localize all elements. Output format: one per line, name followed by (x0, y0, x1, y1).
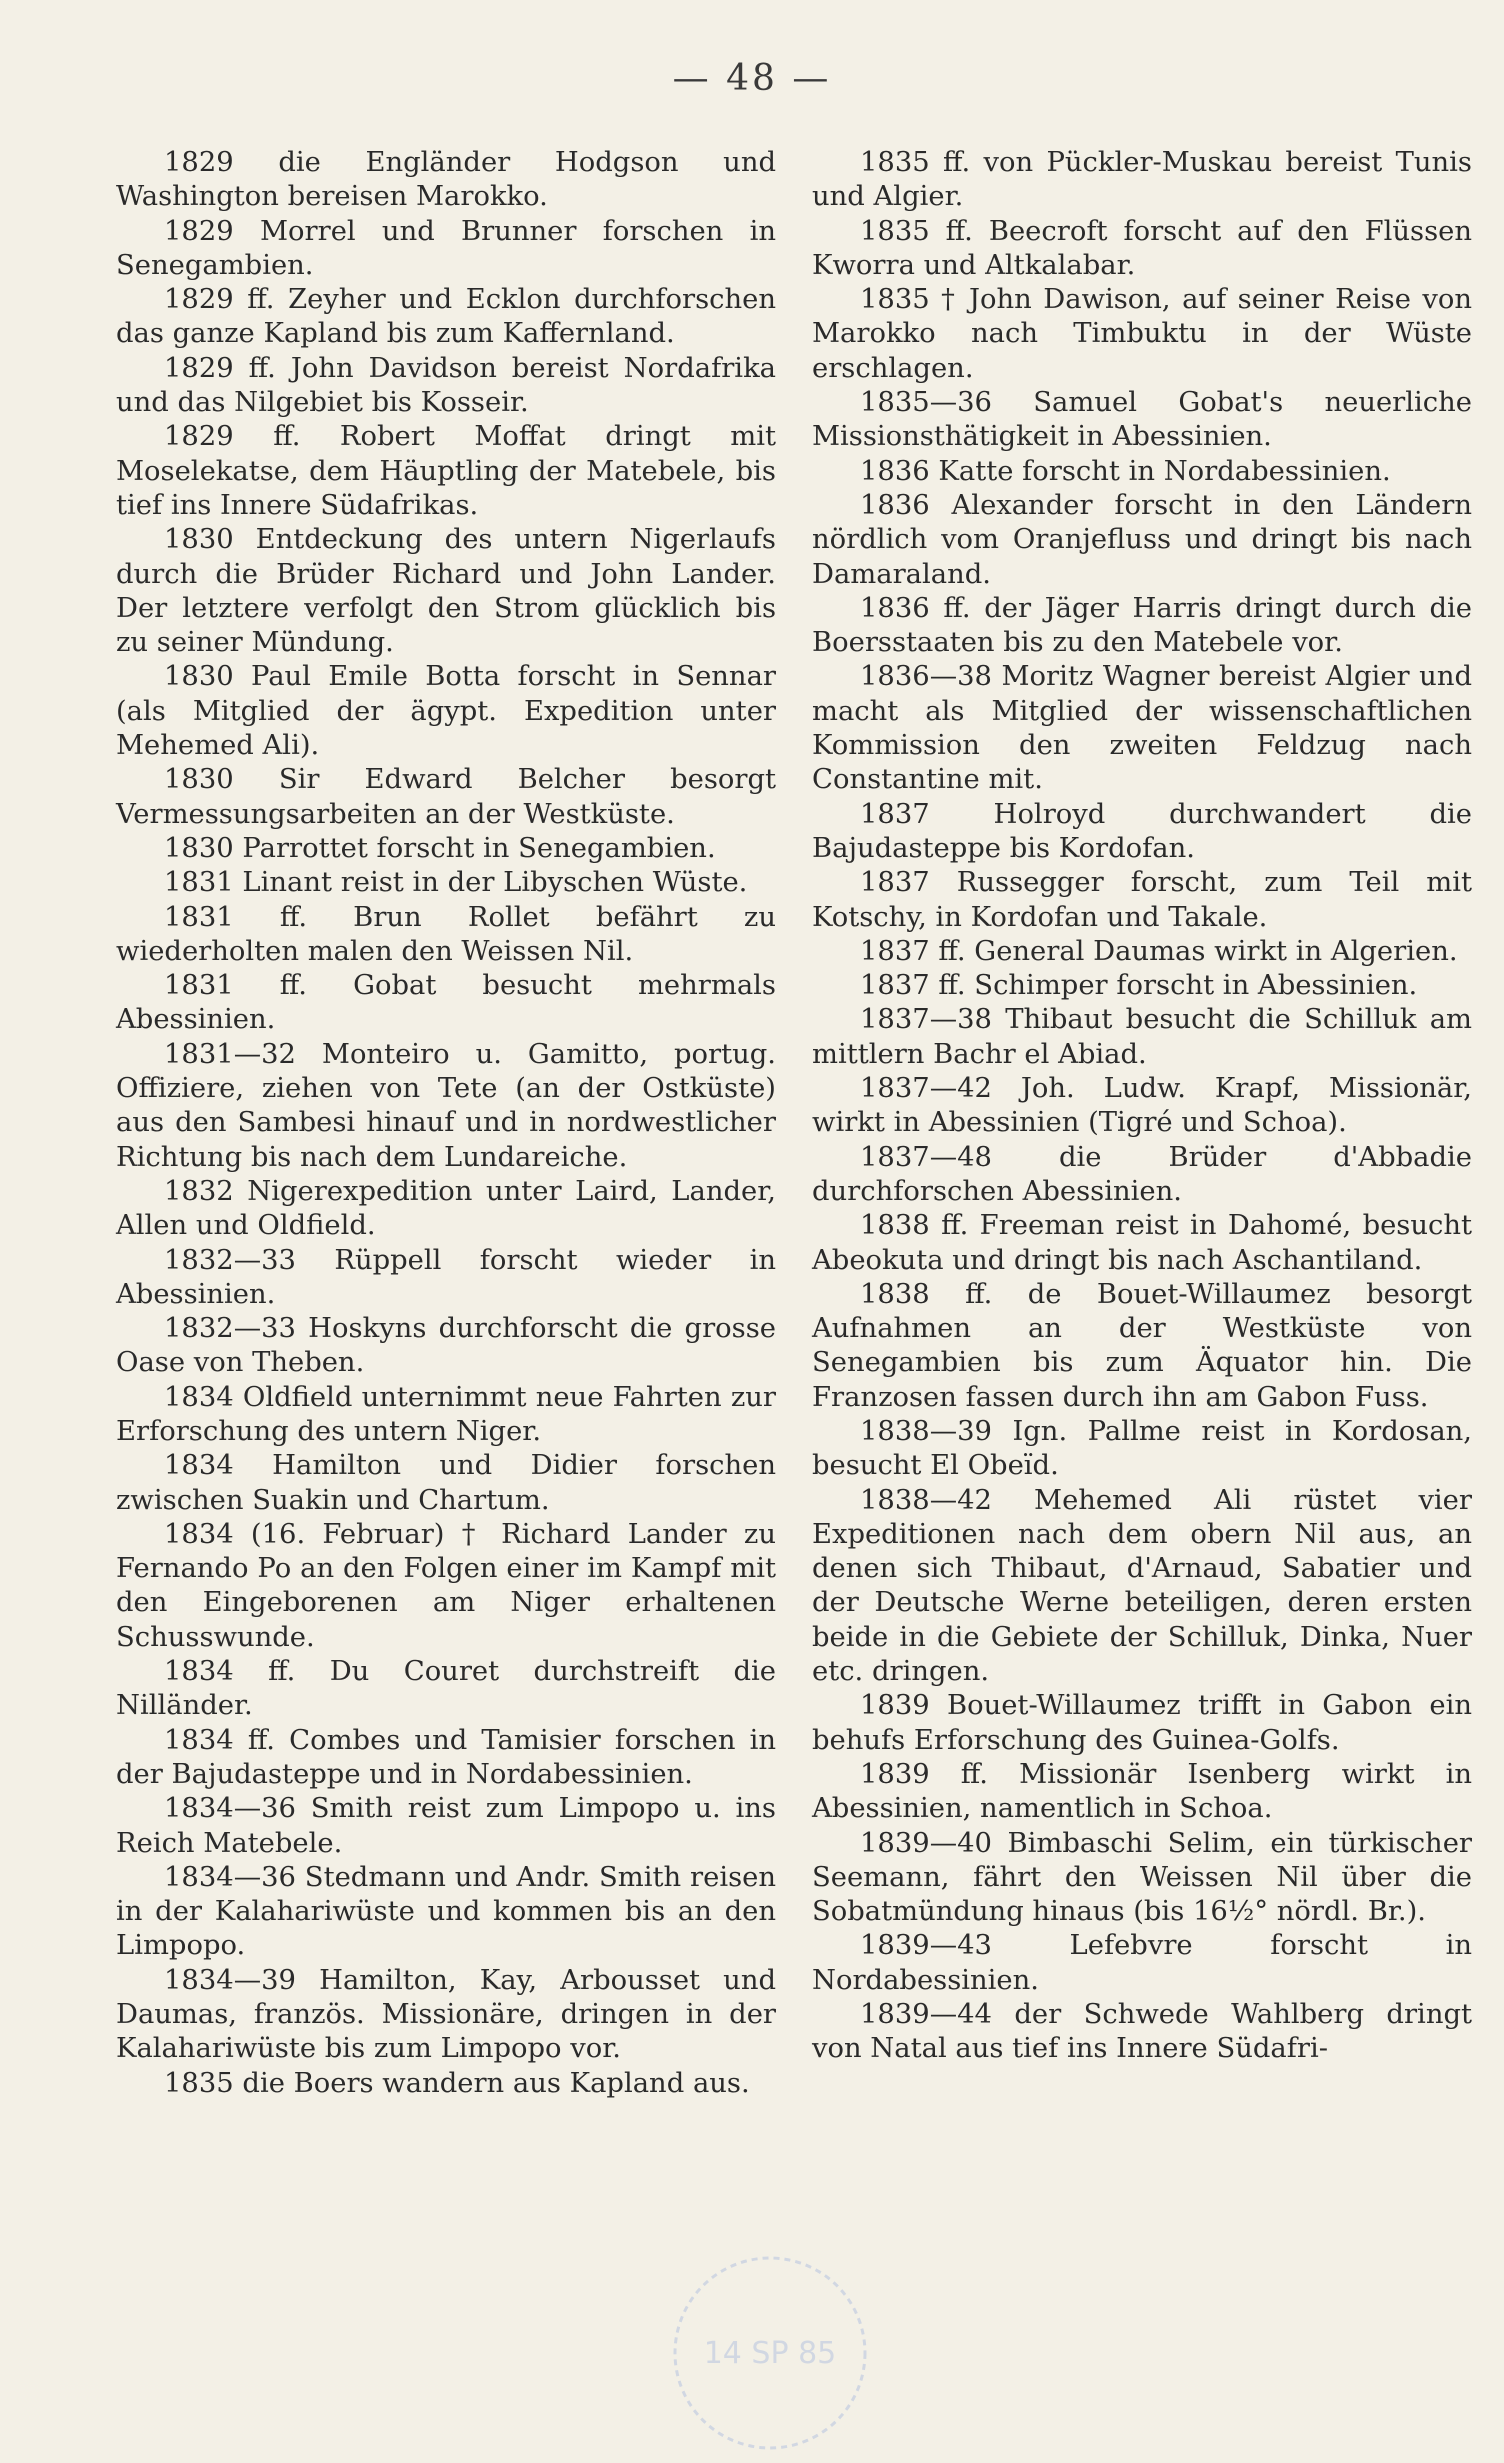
chronology-entry: 1839—40 Bimbaschi Selim, ein türkischer Seemann, fährt den Weissen Nil über die Sobatmündung hinaus (bis 16½° nördl. Br.). (812, 1827, 1472, 1928)
chronology-entry: 1838 ff. Freeman reist in Dahomé, besucht Abeokuta und dringt bis nach Aschantiland. (812, 1210, 1472, 1276)
chronology-entry: 1831—32 Monteiro u. Gamitto, portug. Offiziere, ziehen von Tete (an der Ostküste) aus den Sambesi hinauf und in nordwestlicher Richtung bis nach dem Lundareiche. (116, 1038, 776, 1173)
chronology-entry: 1834 Oldfield unternimmt neue Fahrten zur Erforschung des untern Niger. (116, 1381, 776, 1447)
chronology-entry: 1829 ff. John Davidson bereist Nordafrika und das Nilgebiet bis Kosseir. (116, 352, 776, 419)
chronology-entry: 1832—33 Rüppell forscht wieder in Abessinien. (116, 1244, 776, 1310)
chronology-entry: 1830 Parrottet forscht in Senegambien. (164, 832, 716, 864)
chronology-entry: 1832—33 Hoskyns durchforscht die grosse Oase von Theben. (116, 1313, 776, 1379)
chronology-entry: 1834 (16. Februar) † Richard Lander zu Fernando Po an den Folgen einer im Kampf mit den Eingeborenen am Niger erhaltenen Schusswunde. (116, 1518, 776, 1653)
chronology-entry: 1829 Morrel und Brunner forschen in Senegambien. (116, 215, 776, 281)
chronology-entry: 1837 Holroyd durchwandert die Bajudasteppe bis Kordofan. (812, 798, 1472, 864)
chronology-entry: 1835—36 Samuel Gobat's neuerliche Missionsthätigkeit in Abessinien. (812, 387, 1472, 453)
page-number: — 48 — (672, 58, 832, 99)
chronology-entry: 1837—38 Thibaut besucht die Schilluk am mittlern Bachr el Abiad. (812, 1004, 1472, 1070)
chronology-entry: 1834—36 Smith reist zum Limpopo u. ins Reich Matebele. (116, 1793, 776, 1859)
chronology-entry: 1838—39 Ign. Pallme reist in Kordosan, besucht El Obeïd. (812, 1415, 1472, 1482)
chronology-entry: 1836—38 Moritz Wagner bereist Algier und macht als Mitglied der wissenschaftlichen Kommission den zweiten Feldzug nach Constantine mit. (812, 661, 1472, 796)
chronology-entry: 1838 ff. de Bouet-Willaumez besorgt Aufnahmen an der Westküste von Senegambien bis zum Äquator hin. Die Franzosen fassen durch ihn am Gabon Fuss. (812, 1278, 1472, 1413)
chronology-entry: 1830 Paul Emile Botta forscht in Sennar (als Mitglied der ägypt. Expedition unter Mehemed Ali). (116, 661, 776, 762)
chronology-entry: 1837 ff. Schimper forscht in Abessinien. (860, 970, 1418, 1002)
chronology-entry: 1835 † John Dawison, auf seiner Reise von Marokko nach Timbuktu in der Wüste erschlagen. (812, 284, 1472, 384)
left-column (116, 146, 776, 2101)
chronology-entry: 1837—42 Joh. Ludw. Krapf, Missionär, wirkt in Abessinien (Tigré und Schoa). (812, 1073, 1472, 1139)
chronology-entry: 1838—42 Mehemed Ali rüstet vier Expeditionen nach dem obern Nil aus, an denen sich Thibaut, d'Arnaud, Sabatier und der Deutsche Werne beteiligen, deren ersten beide in die Gebiete der Schilluk, Dinka, Nuer etc. dringen. (812, 1484, 1472, 1688)
chronology-entry: 1831 Linant reist in der Libyschen Wüste. (164, 867, 748, 899)
chronology-entry: 1834 ff. Combes und Tamisier forschen in der Bajudasteppe und in Nordabessinien. (116, 1724, 776, 1790)
chronology-entry: 1837 Russegger forscht, zum Teil mit Kotschy, in Kordofan und Takale. (812, 867, 1472, 933)
chronology-entry: 1832 Nigerexpedition unter Laird, Lander, Allen und Oldfield. (116, 1175, 776, 1242)
chronology-entry: 1834—36 Stedmann und Andr. Smith reisen in der Kalahariwüste und kommen bis an den Limpopo. (116, 1861, 776, 1962)
stamp-date: 14 SP 85 (703, 2336, 837, 2371)
chronology-entry: 1839 ff. Missionär Isenberg wirkt in Abessinien, namentlich in Schoa. (812, 1758, 1472, 1825)
chronology-entry: 1837 ff. General Daumas wirkt in Algerien. (860, 935, 1458, 967)
chronology-entry: 1829 ff. Robert Moffat dringt mit Moselekatse, dem Häuptling der Matebele, bis tief ins Innere Südafrikas. (116, 421, 776, 521)
library-stamp (660, 2218, 875, 2463)
chronology-entry: 1836 Katte forscht in Nordabessinien. (860, 455, 1391, 487)
chronology-entry: 1835 die Boers wandern aus Kapland aus. (164, 2067, 750, 2099)
chronology-entry: 1830 Entdeckung des untern Nigerlaufs durch die Brüder Richard und John Lander. Der letztere verfolgt den Strom glücklich bis zu seiner Mündung. (116, 524, 776, 659)
chronology-entry: 1829 die Engländer Hodgson und Washington bereisen Marokko. (116, 147, 776, 213)
chronology-entry: 1835 ff. Beecroft forscht auf den Flüssen Kworra und Altkalabar. (812, 215, 1472, 281)
chronology-entry: 1839 Bouet-Willaumez trifft in Gabon ein behufs Erforschung des Guinea-Golfs. (812, 1690, 1472, 1756)
chronology-entry: 1831 ff. Gobat besucht mehrmals Abessinien. (116, 970, 776, 1036)
right-column (812, 146, 1472, 2067)
chronology-entry: 1836 ff. der Jäger Harris dringt durch die Boersstaaten bis zu den Matebele vor. (812, 592, 1472, 659)
chronology-entry: 1837—48 die Brüder d'Abbadie durchforschen Abessinien. (812, 1141, 1472, 1207)
chronology-entry: 1839—43 Lefebvre forscht in Nordabessinien. (812, 1930, 1472, 1996)
chronology-entry: 1839—44 der Schwede Wahlberg dringt von Natal aus tief ins Innere Südafri- (812, 1999, 1472, 2065)
chronology-entry: 1834 Hamilton und Didier forschen zwischen Suakin und Chartum. (116, 1450, 776, 1516)
chronology-entry: 1834 ff. Du Couret durchstreift die Nilländer. (116, 1656, 776, 1722)
chronology-entry: 1836 Alexander forscht in den Ländern nördlich vom Oranjefluss und dringt bis nach Damaraland. (812, 489, 1472, 590)
chronology-entry: 1835 ff. von Pückler-Muskau bereist Tunis und Algier. (812, 147, 1472, 213)
chronology-entry: 1829 ff. Zeyher und Ecklon durchforschen das ganze Kapland bis zum Kaffernland. (116, 284, 776, 350)
chronology-entry: 1834—39 Hamilton, Kay, Arbousset und Daumas, französ. Missionäre, dringen in der Kalahariwüste bis zum Limpopo vor. (116, 1964, 776, 2065)
chronology-entry: 1831 ff. Brun Rollet befährt zu wiederholten malen den Weissen Nil. (116, 901, 776, 967)
chronology-entry: 1830 Sir Edward Belcher besorgt Vermessungsarbeiten an der Westküste. (116, 764, 776, 830)
